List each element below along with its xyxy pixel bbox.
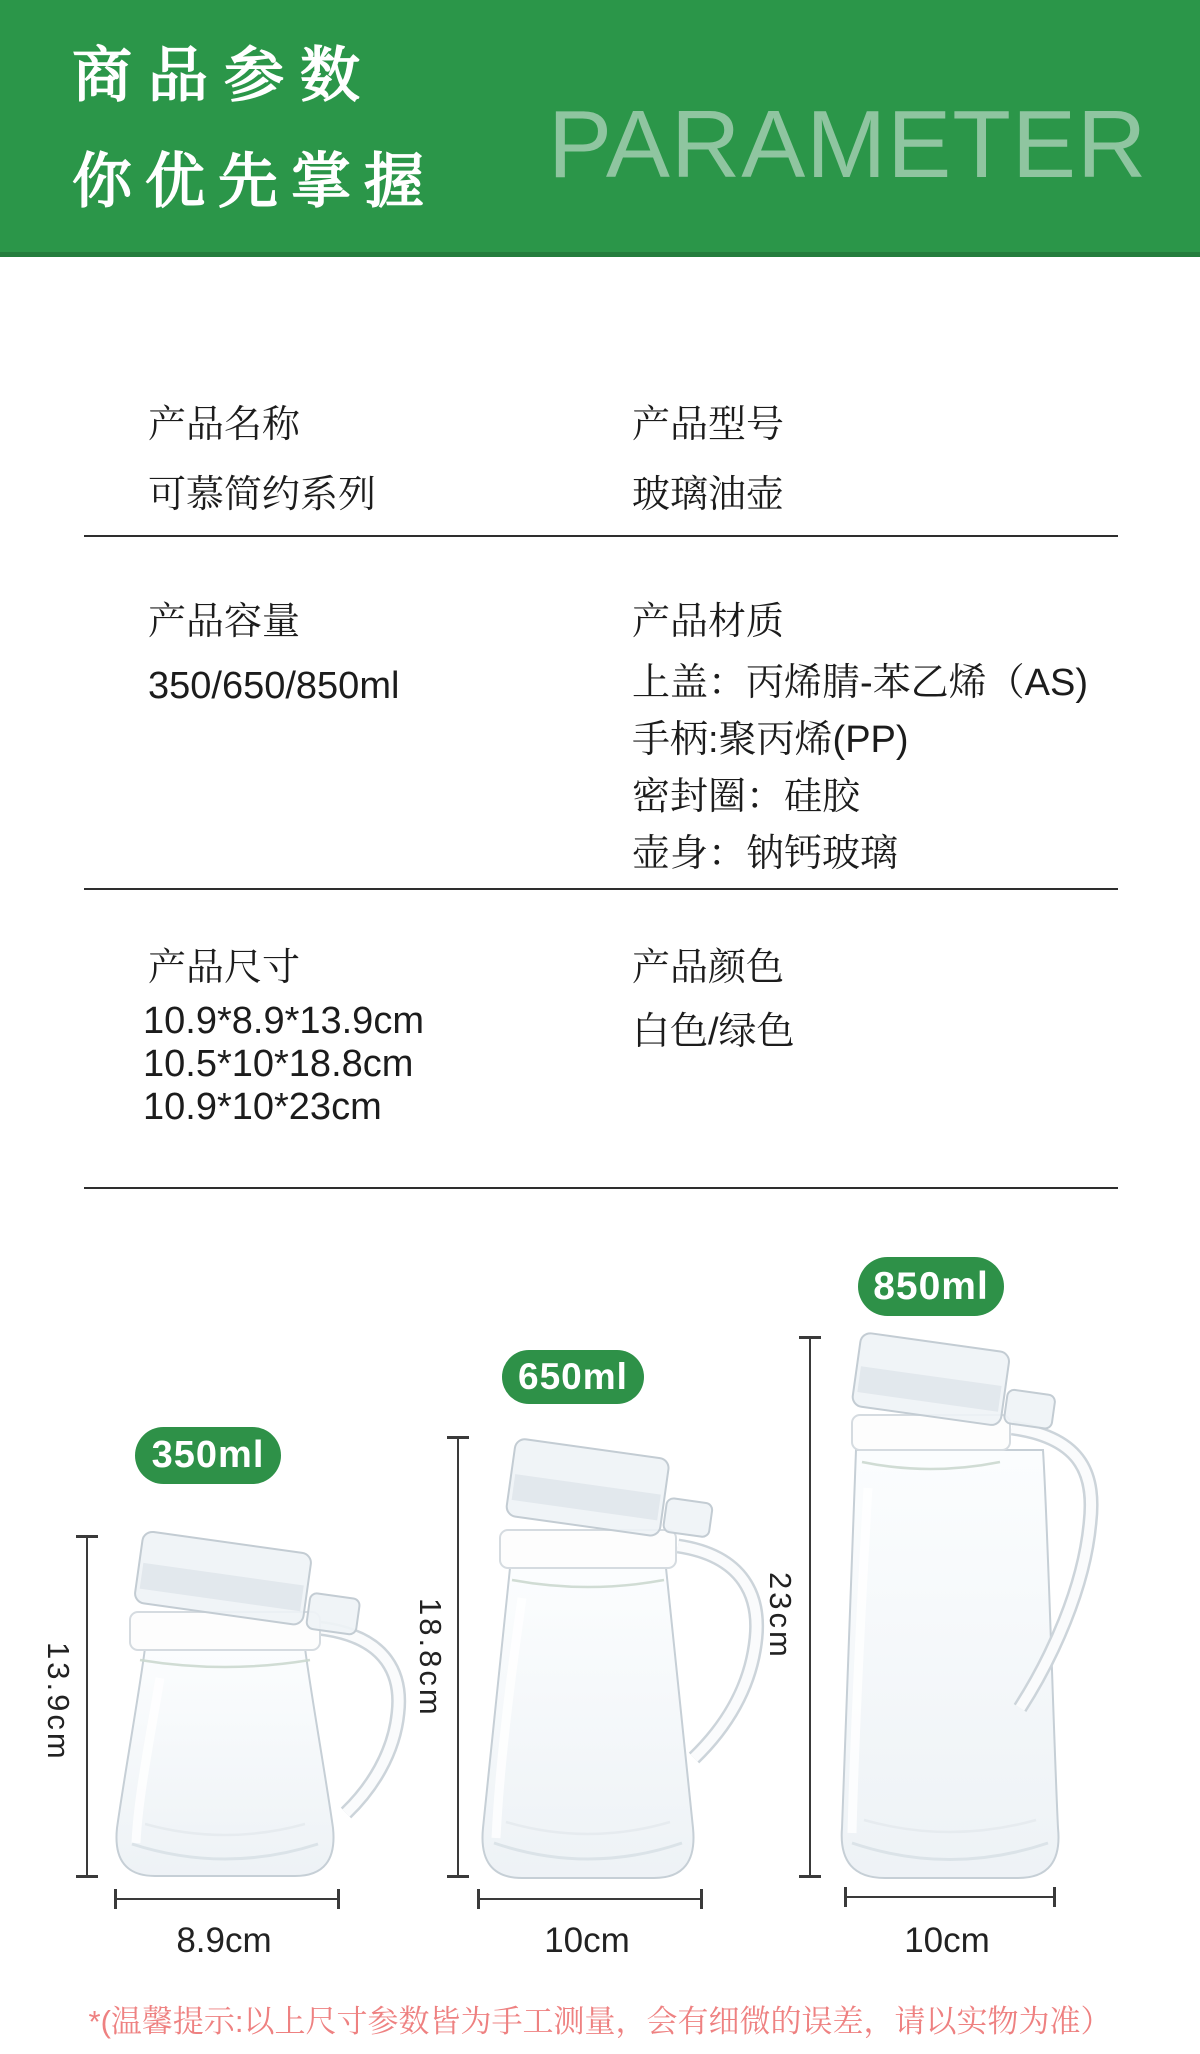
height-measure-line-350ml: [76, 1535, 98, 1878]
header-watermark-parameter: PARAMETER: [548, 91, 1148, 198]
spec-label-capacity: 产品容量: [148, 601, 301, 643]
height-label-650ml: 18.8cm: [413, 1598, 448, 1718]
size-badge-650ml: 650ml: [502, 1350, 644, 1404]
size-badge-350ml: 350ml: [135, 1427, 281, 1484]
height-label-350ml: 13.9cm: [41, 1642, 76, 1762]
spec-value-product-name: 可慕简约系列: [148, 474, 377, 516]
height-measure-line-650ml: [447, 1436, 469, 1878]
spec-value-product-model: 玻璃油壶: [632, 474, 785, 516]
spec-value-material-handle: 手柄:聚丙烯(PP): [632, 719, 909, 761]
spec-label-size: 产品尺寸: [148, 947, 301, 989]
spec-label-product-model: 产品型号: [632, 404, 785, 446]
spec-divider-1: [84, 535, 1118, 537]
width-measure-line-650ml: [477, 1889, 703, 1909]
spec-value-capacity: 350/650/850ml: [148, 665, 400, 707]
width-label-650ml: 10cm: [544, 1921, 630, 1960]
spec-value-size-1: 10.9*8.9*13.9cm: [143, 1000, 424, 1042]
width-measure-line-350ml: [114, 1889, 340, 1909]
spec-label-material: 产品材质: [632, 601, 785, 643]
width-measure-line-850ml: [844, 1887, 1056, 1907]
spec-divider-3: [84, 1187, 1118, 1189]
cap-spout-clip: [306, 1593, 361, 1636]
bottle-illustration-850ml: [790, 1328, 1170, 1890]
width-label-350ml: 8.9cm: [176, 1921, 272, 1960]
measurement-disclaimer-note: *(温馨提示:以上尺寸参数皆为手工测量，会有细微的误差，请以实物为准）: [88, 2004, 1112, 2039]
size-badge-850ml: 850ml: [858, 1257, 1004, 1316]
bottle-illustration-650ml: [430, 1428, 800, 1898]
header-title-line2: 你优先掌握: [72, 148, 437, 215]
height-label-850ml: 23cm: [763, 1572, 798, 1660]
bottle-handle-inner: [318, 1628, 399, 1813]
bottle-body: [482, 1568, 693, 1878]
header-title-line1: 商品参数: [72, 42, 376, 109]
spec-value-material-seal: 密封圈：硅胶: [632, 776, 861, 818]
spec-value-size-3: 10.9*10*23cm: [143, 1086, 382, 1128]
header-banner: [0, 0, 1200, 257]
spec-value-color: 白色/绿色: [632, 1011, 795, 1053]
spec-value-material-body: 壶身：钠钙玻璃: [632, 833, 899, 875]
cap-spout-clip: [663, 1498, 713, 1538]
height-measure-line-850ml: [799, 1336, 821, 1878]
spec-value-material-lid: 上盖：丙烯腈-苯乙烯（AS): [632, 662, 1089, 704]
spec-divider-2: [84, 888, 1118, 890]
width-label-850ml: 10cm: [904, 1921, 990, 1960]
spec-label-product-name: 产品名称: [148, 404, 301, 446]
bottle-handle-inner: [678, 1546, 757, 1758]
spec-label-color: 产品颜色: [632, 947, 785, 989]
spec-value-size-2: 10.5*10*18.8cm: [143, 1043, 414, 1085]
bottle-body: [842, 1450, 1059, 1878]
cap-spout-clip: [1003, 1389, 1055, 1429]
